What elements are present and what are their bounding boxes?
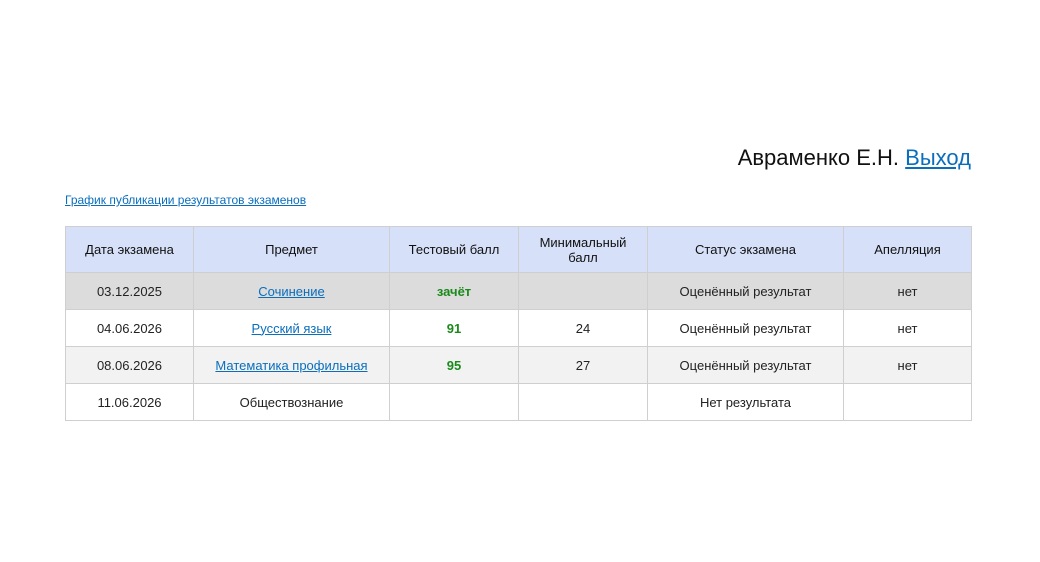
exam-status: Оценённый результат [648, 273, 844, 310]
exam-results-table [65, 226, 972, 421]
test-score [390, 384, 519, 421]
min-score [519, 384, 648, 421]
subject-link[interactable]: Математика профильная [215, 357, 368, 373]
subject-cell [194, 347, 390, 384]
exam-schedule-link[interactable]: График публикации результатов экзаменов [65, 193, 307, 207]
appeal-status [844, 384, 972, 421]
table-row [66, 273, 972, 310]
min-score: 27 [519, 347, 648, 384]
column-header-min-score: Минимальный балл [519, 227, 648, 273]
column-header-appeal: Апелляция [844, 227, 972, 273]
exam-date: 03.12.2025 [66, 273, 194, 310]
exam-date: 11.06.2026 [66, 384, 194, 421]
subject-cell [194, 273, 390, 310]
subject-link[interactable]: Русский язык [251, 320, 332, 336]
table-row [66, 384, 972, 421]
test-score: 95 [390, 347, 519, 384]
exam-status: Оценённый результат [648, 347, 844, 384]
column-header-date: Дата экзамена [66, 227, 194, 273]
table-row [66, 310, 972, 347]
column-header-status: Статус экзамена [648, 227, 844, 273]
subject-name: Обществознание [194, 384, 390, 421]
test-score: зачёт [390, 273, 519, 310]
test-score: 91 [390, 310, 519, 347]
user-bar [738, 143, 971, 173]
exam-status: Оценённый результат [648, 310, 844, 347]
logout-link[interactable]: Выход [905, 145, 971, 170]
column-header-test-score: Тестовый балл [390, 227, 519, 273]
min-score: 24 [519, 310, 648, 347]
min-score [519, 273, 648, 310]
table-row [66, 347, 972, 384]
column-header-subject: Предмет [194, 227, 390, 273]
exam-date: 04.06.2026 [66, 310, 194, 347]
user-name: Авраменко Е.Н. [737, 145, 900, 170]
exam-date: 08.06.2026 [66, 347, 194, 384]
appeal-status: нет [844, 310, 972, 347]
subject-link[interactable]: Сочинение [258, 283, 325, 299]
table-header-row [66, 227, 972, 273]
appeal-status: нет [844, 273, 972, 310]
subject-cell [194, 310, 390, 347]
exam-status: Нет результата [648, 384, 844, 421]
appeal-status: нет [844, 347, 972, 384]
